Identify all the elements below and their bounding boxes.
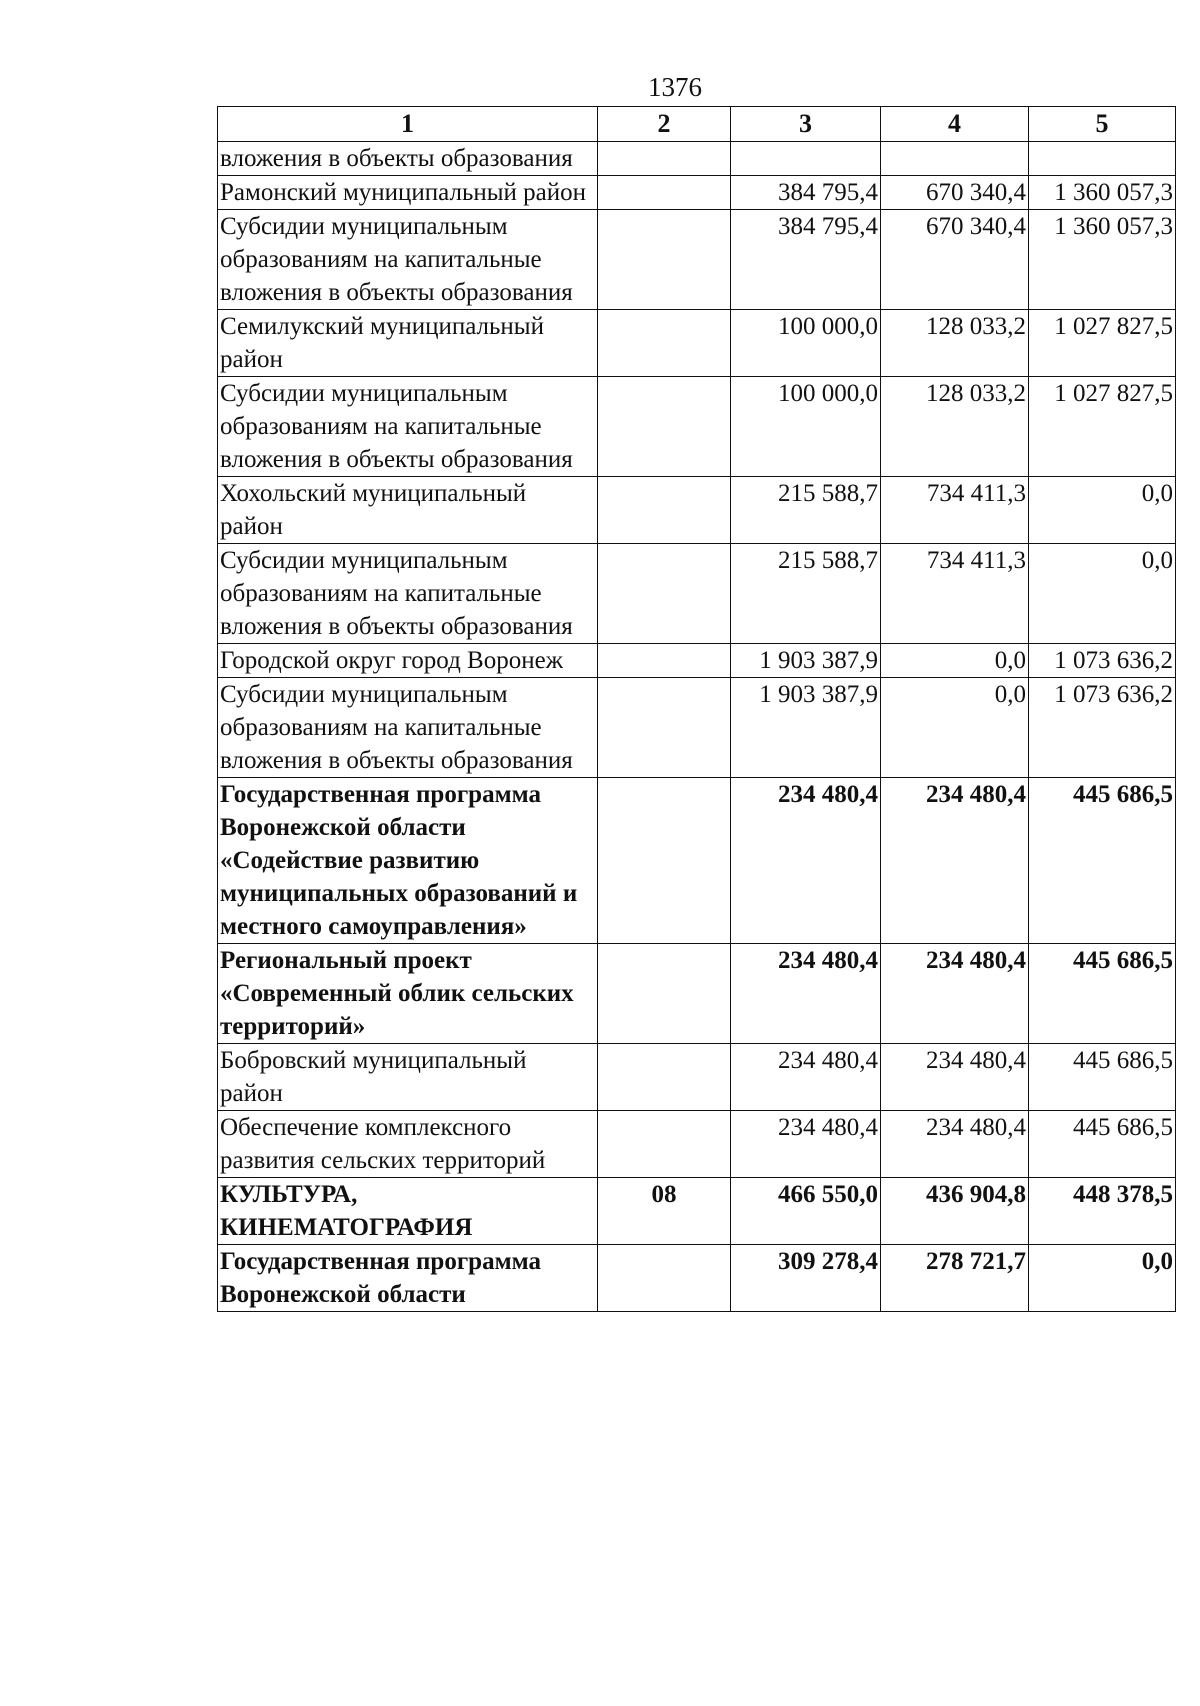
row-code-cell [598, 944, 731, 1044]
row-value-col5: 448 378,5 [1029, 1178, 1176, 1245]
row-value-col5: 1 073 636,2 [1029, 678, 1176, 778]
row-value-col5: 1 360 057,3 [1029, 176, 1176, 210]
row-name-cell: Бобровский муниципальный район [218, 1044, 598, 1111]
row-name-cell: Хохольский муниципальный район [218, 477, 598, 544]
table-row [218, 477, 1176, 544]
row-code-cell [598, 544, 731, 644]
row-value-col4: 234 480,4 [881, 1111, 1029, 1178]
row-code-cell [598, 644, 731, 678]
row-value-col5: 445 686,5 [1029, 1111, 1176, 1178]
row-name-cell: КУЛЬТУРА, КИНЕМАТОГРАФИЯ [218, 1178, 598, 1245]
row-value-col5: 1 027 827,5 [1029, 377, 1176, 477]
table-row [218, 1044, 1176, 1111]
row-code-cell [598, 377, 731, 477]
row-value-col4: 128 033,2 [881, 310, 1029, 377]
row-value-col4: 128 033,2 [881, 377, 1029, 477]
row-value-col5: 445 686,5 [1029, 1044, 1176, 1111]
table-row [218, 644, 1176, 678]
row-value-col4: 0,0 [881, 678, 1029, 778]
row-value-col5: 445 686,5 [1029, 778, 1176, 944]
table-row [218, 176, 1176, 210]
row-value-col3: 1 903 387,9 [731, 644, 881, 678]
row-value-col3: 100 000,0 [731, 377, 881, 477]
table-row [218, 944, 1176, 1044]
row-value-col3: 100 000,0 [731, 310, 881, 377]
row-value-col5: 1 027 827,5 [1029, 310, 1176, 377]
row-value-col3: 215 588,7 [731, 477, 881, 544]
table-row [218, 778, 1176, 944]
row-value-col5 [1029, 142, 1176, 176]
table-row [218, 210, 1176, 310]
row-value-col3: 234 480,4 [731, 778, 881, 944]
row-value-col5: 1 073 636,2 [1029, 644, 1176, 678]
row-name-cell: Субсидии муниципальным образованиям на капитальные вложения в объекты образования [218, 678, 598, 778]
row-value-col4: 670 340,4 [881, 176, 1029, 210]
row-code-cell: 08 [598, 1178, 731, 1245]
row-name-cell: Государственная программа Воронежской области [218, 1245, 598, 1312]
row-name-cell: Государственная программа Воронежской области «Содействие развитию муниципальных образований и местного самоуправления» [218, 778, 598, 944]
row-name-cell: Обеспечение комплексного развития сельских территорий [218, 1111, 598, 1178]
row-value-col5: 0,0 [1029, 477, 1176, 544]
row-value-col5: 1 360 057,3 [1029, 210, 1176, 310]
row-value-col4: 234 480,4 [881, 1044, 1029, 1111]
row-code-cell [598, 778, 731, 944]
row-value-col5: 0,0 [1029, 1245, 1176, 1312]
row-name-cell: вложения в объекты образования [218, 142, 598, 176]
row-value-col4: 234 480,4 [881, 944, 1029, 1044]
column-header: 4 [881, 107, 1029, 142]
column-header: 1 [218, 107, 598, 142]
table-row [218, 377, 1176, 477]
row-code-cell [598, 477, 731, 544]
table-row [218, 142, 1176, 176]
row-name-cell: Семилукский муниципальный район [218, 310, 598, 377]
row-code-cell [598, 310, 731, 377]
table-body [218, 142, 1176, 1312]
row-name-cell: Рамонский муниципальный район [218, 176, 598, 210]
row-code-cell [598, 1245, 731, 1312]
table-row [218, 1111, 1176, 1178]
row-value-col3: 215 588,7 [731, 544, 881, 644]
row-value-col4 [881, 142, 1029, 176]
table-row [218, 1245, 1176, 1312]
row-value-col4: 234 480,4 [881, 778, 1029, 944]
row-value-col4: 436 904,8 [881, 1178, 1029, 1245]
table-row [218, 310, 1176, 377]
row-value-col4: 0,0 [881, 644, 1029, 678]
row-value-col4: 734 411,3 [881, 544, 1029, 644]
row-value-col3: 466 550,0 [731, 1178, 881, 1245]
row-value-col4: 734 411,3 [881, 477, 1029, 544]
column-header: 5 [1029, 107, 1176, 142]
row-code-cell [598, 1044, 731, 1111]
row-value-col3: 384 795,4 [731, 176, 881, 210]
row-value-col4: 670 340,4 [881, 210, 1029, 310]
row-name-cell: Региональный проект «Современный облик сельских территорий» [218, 944, 598, 1044]
row-name-cell: Городской округ город Воронеж [218, 644, 598, 678]
row-value-col3: 384 795,4 [731, 210, 881, 310]
column-header: 2 [598, 107, 731, 142]
row-code-cell [598, 678, 731, 778]
budget-table [217, 106, 1176, 1312]
row-name-cell: Субсидии муниципальным образованиям на капитальные вложения в объекты образования [218, 544, 598, 644]
column-header: 3 [731, 107, 881, 142]
row-value-col5: 0,0 [1029, 544, 1176, 644]
row-name-cell: Субсидии муниципальным образованиям на капитальные вложения в объекты образования [218, 377, 598, 477]
row-value-col3: 234 480,4 [731, 1111, 881, 1178]
header-row [218, 107, 1176, 142]
row-code-cell [598, 142, 731, 176]
row-value-col3 [731, 142, 881, 176]
row-code-cell [598, 176, 731, 210]
row-value-col5: 445 686,5 [1029, 944, 1176, 1044]
row-value-col3: 1 903 387,9 [731, 678, 881, 778]
row-value-col4: 278 721,7 [881, 1245, 1029, 1312]
row-code-cell [598, 210, 731, 310]
row-value-col3: 234 480,4 [731, 944, 881, 1044]
table-row [218, 1178, 1176, 1245]
row-value-col3: 234 480,4 [731, 1044, 881, 1111]
table-row [218, 678, 1176, 778]
row-name-cell: Субсидии муниципальным образованиям на капитальные вложения в объекты образования [218, 210, 598, 310]
row-value-col3: 309 278,4 [731, 1245, 881, 1312]
page-number: 1376 [648, 72, 702, 102]
table-row [218, 544, 1176, 644]
row-code-cell [598, 1111, 731, 1178]
